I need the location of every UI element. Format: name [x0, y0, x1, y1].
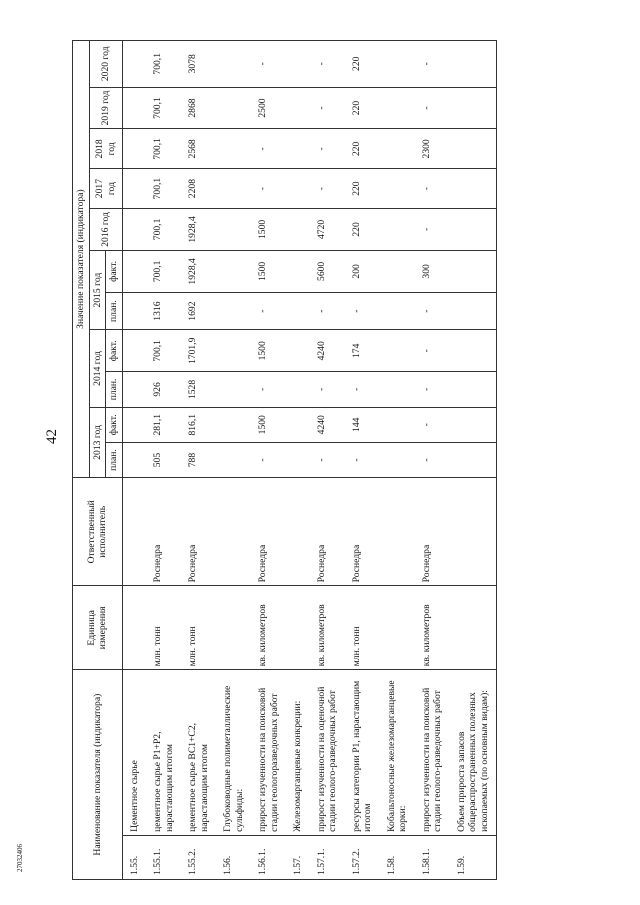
row-value: [216, 41, 251, 88]
row-value: 4240: [310, 330, 345, 372]
row-value: 816,1: [181, 407, 216, 442]
table-row: [122, 41, 146, 880]
row-name: прирост изученности на оценочной стадии геолого-разведочных работ: [310, 670, 345, 836]
row-value: -: [345, 442, 380, 477]
row-value: 700,1: [146, 41, 181, 88]
row-value: -: [345, 292, 380, 330]
header-plan-2015: план.: [106, 292, 123, 330]
document-id: 27032406: [16, 844, 24, 872]
row-value: [450, 407, 497, 442]
row-value: 700,1: [146, 250, 181, 292]
row-value: [380, 250, 415, 292]
row-code: 1.56.1.: [251, 835, 286, 879]
row-value: [122, 129, 146, 169]
row-value: 1928,4: [181, 250, 216, 292]
row-unit: [216, 586, 251, 670]
row-executor: [286, 478, 310, 586]
row-unit: [380, 586, 415, 670]
row-unit: [286, 586, 310, 670]
row-unit: [450, 586, 497, 670]
table-row: [216, 41, 251, 880]
row-value: [380, 169, 415, 209]
row-value: 220: [345, 41, 380, 88]
row-value: 1701,9: [181, 330, 216, 372]
header-unit: Единица измерения: [73, 586, 123, 670]
row-name: Объем прироста запасов общераспространенных полезных ископаемых (по основным видам):: [450, 670, 497, 836]
row-code: 1.58.1.: [415, 835, 450, 879]
row-value: 220: [345, 87, 380, 129]
row-executor: Роснедра: [415, 478, 450, 586]
row-value: [122, 442, 146, 477]
row-value: 1500: [251, 208, 286, 250]
row-value: 220: [345, 169, 380, 209]
header-executor: Ответственный исполнитель: [73, 478, 123, 586]
row-value: -: [310, 41, 345, 88]
table-row: [146, 41, 181, 880]
rotated-table-container: [72, 40, 632, 880]
row-executor: [450, 478, 497, 586]
row-value: 144: [345, 407, 380, 442]
row-value: [380, 41, 415, 88]
row-value: -: [251, 41, 286, 88]
row-unit: млн. тонн: [181, 586, 216, 670]
row-value: [286, 41, 310, 88]
row-value: 700,1: [146, 208, 181, 250]
row-value: [122, 208, 146, 250]
row-name: прирост изученности на поисковой стадии геологоразведочных работ: [251, 670, 286, 836]
row-unit: кв. километров: [415, 586, 450, 670]
row-value: 3078: [181, 41, 216, 88]
row-value: -: [415, 330, 450, 372]
row-value: -: [415, 41, 450, 88]
row-value: [216, 442, 251, 477]
row-value: [286, 208, 310, 250]
row-value: -: [345, 372, 380, 407]
row-value: -: [310, 129, 345, 169]
row-value: [450, 169, 497, 209]
table-row: [380, 41, 415, 880]
row-value: 220: [345, 208, 380, 250]
row-value: [122, 41, 146, 88]
row-value: 2500: [251, 87, 286, 129]
row-value: -: [251, 129, 286, 169]
row-code: 1.57.: [286, 835, 310, 879]
row-value: -: [251, 169, 286, 209]
header-values-group: Значение показателя (индикатора): [73, 41, 90, 478]
row-value: -: [310, 87, 345, 129]
header-fact-2015: факт.: [106, 250, 123, 292]
row-executor: Роснедра: [251, 478, 286, 586]
table-row: [345, 41, 380, 880]
row-value: 4720: [310, 208, 345, 250]
row-code: 1.55.: [122, 835, 146, 879]
row-unit: [122, 586, 146, 670]
row-value: [380, 330, 415, 372]
header-fact-2014: факт.: [106, 330, 123, 372]
row-value: -: [415, 292, 450, 330]
row-value: -: [415, 208, 450, 250]
row-value: [450, 87, 497, 129]
header-year-2015: 2015 год: [89, 250, 106, 329]
row-value: [122, 292, 146, 330]
row-value: 2868: [181, 87, 216, 129]
row-value: -: [310, 442, 345, 477]
row-code: 1.56.: [216, 835, 251, 879]
row-value: [286, 169, 310, 209]
row-value: 5600: [310, 250, 345, 292]
row-value: [286, 129, 310, 169]
row-value: [216, 372, 251, 407]
row-value: [286, 442, 310, 477]
row-name: Цементное сырье: [122, 670, 146, 836]
row-executor: Роснедра: [310, 478, 345, 586]
row-value: [286, 407, 310, 442]
header-year-2016: 2016 год: [89, 208, 122, 250]
row-value: [122, 87, 146, 129]
header-year-2017: 2017 год: [89, 169, 122, 209]
row-value: [216, 129, 251, 169]
row-value: 300: [415, 250, 450, 292]
row-value: [122, 169, 146, 209]
row-value: [216, 87, 251, 129]
row-name: Глубоководные полиметаллические сульфиды:: [216, 670, 251, 836]
row-code: 1.55.2.: [181, 835, 216, 879]
row-value: -: [310, 372, 345, 407]
row-value: -: [415, 87, 450, 129]
row-value: [286, 292, 310, 330]
row-value: -: [415, 442, 450, 477]
header-year-2019: 2019 год: [89, 87, 122, 129]
row-value: 788: [181, 442, 216, 477]
row-value: 700,1: [146, 87, 181, 129]
table-row: [251, 41, 286, 880]
row-name: ресурсы категории Р1, нарастающим итогом: [345, 670, 380, 836]
row-value: [450, 442, 497, 477]
row-unit: млн. тонн: [146, 586, 181, 670]
row-code: 1.57.1.: [310, 835, 345, 879]
row-value: 281,1: [146, 407, 181, 442]
row-value: 700,1: [146, 129, 181, 169]
row-value: [216, 330, 251, 372]
table-row: [286, 41, 310, 880]
row-value: -: [251, 372, 286, 407]
row-value: 2568: [181, 129, 216, 169]
header-year-2013: 2013 год: [89, 407, 106, 478]
row-value: 1500: [251, 250, 286, 292]
row-executor: Роснедра: [146, 478, 181, 586]
row-executor: [122, 478, 146, 586]
row-value: -: [415, 169, 450, 209]
row-name: прирост изученности на поисковой стадии геолого-разведочных работ: [415, 670, 450, 836]
row-value: 1500: [251, 407, 286, 442]
row-value: [216, 407, 251, 442]
row-value: [380, 87, 415, 129]
row-unit: кв. километров: [310, 586, 345, 670]
row-name: цементное сырье Р1+Р2, нарастающим итогом: [146, 670, 181, 836]
row-value: 926: [146, 372, 181, 407]
row-value: [286, 250, 310, 292]
row-unit: млн. тонн: [345, 586, 380, 670]
row-value: [450, 129, 497, 169]
header-plan-2014: план.: [106, 372, 123, 407]
row-value: -: [415, 372, 450, 407]
row-value: [380, 407, 415, 442]
page-number: 42: [44, 429, 60, 444]
row-value: 1928,4: [181, 208, 216, 250]
row-value: [216, 292, 251, 330]
row-value: -: [310, 169, 345, 209]
row-name: Железомарганцевые конкреции:: [286, 670, 310, 836]
row-value: [450, 41, 497, 88]
table-body: [122, 41, 497, 880]
row-value: [380, 442, 415, 477]
row-value: [450, 250, 497, 292]
row-unit: кв. километров: [251, 586, 286, 670]
row-value: [450, 330, 497, 372]
header-fact-2013: факт.: [106, 407, 123, 442]
row-value: [122, 407, 146, 442]
row-value: [122, 250, 146, 292]
row-value: [450, 208, 497, 250]
row-value: [216, 169, 251, 209]
row-value: [450, 292, 497, 330]
header-plan-2013: план.: [106, 442, 123, 477]
row-value: 505: [146, 442, 181, 477]
row-code: 1.55.1.: [146, 835, 181, 879]
row-value: -: [251, 442, 286, 477]
row-value: 700,1: [146, 330, 181, 372]
row-value: -: [310, 292, 345, 330]
row-value: [380, 292, 415, 330]
row-value: 1528: [181, 372, 216, 407]
row-value: [286, 87, 310, 129]
row-value: 1316: [146, 292, 181, 330]
row-executor: Роснедра: [181, 478, 216, 586]
row-executor: [380, 478, 415, 586]
row-value: 2300: [415, 129, 450, 169]
row-value: -: [415, 407, 450, 442]
row-value: 174: [345, 330, 380, 372]
row-executor: Роснедра: [345, 478, 380, 586]
row-name: цементное сырье ВС1+С2, нарастающим итогом: [181, 670, 216, 836]
row-code: 1.57.2.: [345, 835, 380, 879]
table-row: [450, 41, 497, 880]
row-executor: [216, 478, 251, 586]
row-value: 2208: [181, 169, 216, 209]
row-value: 4240: [310, 407, 345, 442]
row-value: 200: [345, 250, 380, 292]
row-value: 220: [345, 129, 380, 169]
header-year-2018: 2018 год: [89, 129, 122, 169]
table-row: [181, 41, 216, 880]
row-value: [286, 372, 310, 407]
row-value: 1500: [251, 330, 286, 372]
row-value: [450, 372, 497, 407]
row-value: [122, 372, 146, 407]
indicator-table: [72, 40, 497, 880]
row-value: [380, 208, 415, 250]
row-value: [380, 372, 415, 407]
row-value: [216, 250, 251, 292]
row-name: Кобальтоносные железомарганцевые корки:: [380, 670, 415, 836]
header-year-2020: 2020 год: [89, 41, 122, 88]
row-value: 700,1: [146, 169, 181, 209]
row-code: 1.58.: [380, 835, 415, 879]
row-value: 1692: [181, 292, 216, 330]
row-value: [216, 208, 251, 250]
table-row: [415, 41, 450, 880]
row-value: [380, 129, 415, 169]
table-row: [310, 41, 345, 880]
row-value: -: [251, 292, 286, 330]
row-value: [286, 330, 310, 372]
header-year-2014: 2014 год: [89, 330, 106, 407]
row-value: [122, 330, 146, 372]
row-code: 1.59.: [450, 835, 497, 879]
header-name: Наименование показателя (индикатора): [73, 670, 123, 880]
